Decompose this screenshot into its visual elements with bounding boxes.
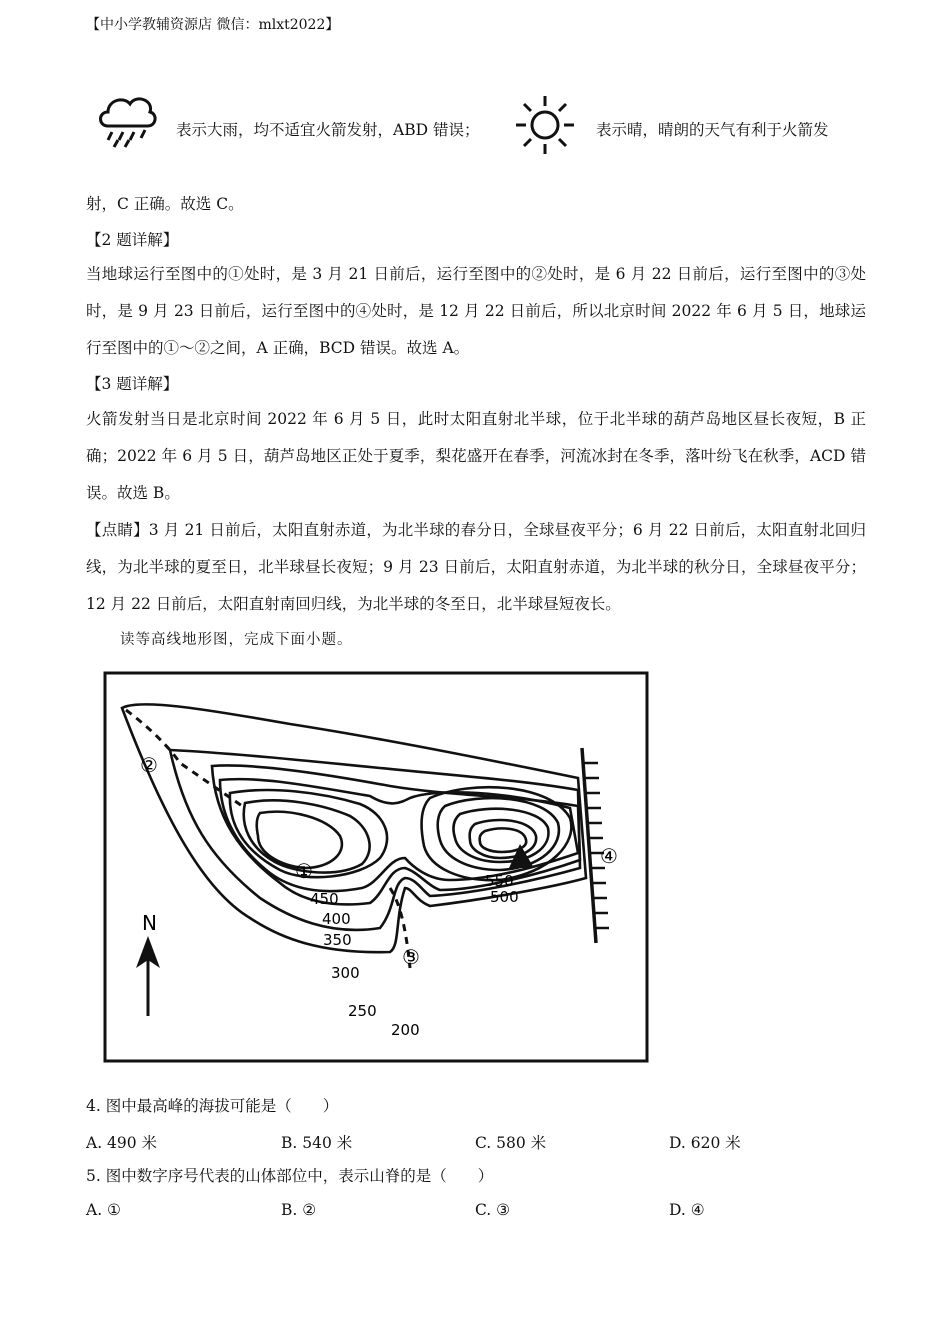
option-d: D. 620 米 xyxy=(669,1134,741,1152)
contour-label-300: 300 xyxy=(331,964,360,982)
question-5-options xyxy=(86,1201,866,1225)
option-b: B. ② xyxy=(281,1201,317,1219)
point-label-3: ③ xyxy=(402,945,420,969)
option-a: A. 490 米 xyxy=(86,1134,158,1152)
contour-label-200: 200 xyxy=(391,1021,420,1039)
contour-label-500: 500 xyxy=(490,888,519,906)
option-d: D. ④ xyxy=(669,1201,705,1219)
option-b: B. 540 米 xyxy=(281,1134,353,1152)
option-c: C. ③ xyxy=(475,1201,511,1219)
question-5-stem: 5. 图中数字序号代表的山体部位中，表示山脊的是（ ） xyxy=(86,1167,494,1185)
contour-map xyxy=(100,668,652,1066)
question-4-options xyxy=(86,1131,866,1155)
point-label-1: ① xyxy=(295,859,313,883)
weather-icon-line xyxy=(86,92,876,164)
contour-label-400: 400 xyxy=(322,910,351,928)
contour-label-450: 450 xyxy=(310,890,339,908)
paragraph-tip: 【点睛】3 月 21 日前后，太阳直射赤道，为北半球的春分日，全球昼夜平分；6 月 22 日前后，太阳直射北回归线，为北半球的夏至日，北半球昼长夜短；9 月 23 日前后，太阳直射赤道，为北半球的秋分日，全球昼夜平分；12 月 22 日前后，太阳直射南回归线，为北半球的冬至日，北半球昼短夜长。 xyxy=(86,521,866,613)
option-a: A. ① xyxy=(86,1201,121,1219)
contour-label-350: 350 xyxy=(323,931,352,949)
intro-text: 读等高线地形图，完成下面小题。 xyxy=(120,632,353,648)
contour-label-250: 250 xyxy=(348,1002,377,1020)
heading-q2: 【2 题详解】 xyxy=(86,231,179,249)
sun-icon xyxy=(514,94,576,160)
paragraph-q3: 火箭发射当日是北京时间 2022 年 6 月 5 日，此时太阳直射北半球，位于北半球的葫芦岛地区昼长夜短，B 正确；2022 年 6 月 5 日，葫芦岛地区正处于夏季，梨花盛开在春季，河流冰封在冬季，落叶纷飞在秋季，ACD 错误。故选 B。 xyxy=(86,410,866,502)
paragraph-q2: 当地球运行至图中的①处时，是 3 月 21 日前后，运行至图中的②处时，是 6 月 22 日前后，运行至图中的③处时，是 9 月 23 日前后，运行至图中的④处时，是 12 月 22 日前后，所以北京时间 2022 年 6 月 5 日，地球运行至图中的①～②之间，A 正确，BCD 错误。故选 A。 xyxy=(86,265,866,357)
question-4-stem: 4. 图中最高峰的海拔可能是（ ） xyxy=(86,1097,339,1115)
paragraph-q1-end: 射，C 正确。故选 C。 xyxy=(86,195,244,213)
contour-label-550: 550 xyxy=(485,872,514,890)
sun-text: 表示晴，晴朗的天气有利于火箭发 xyxy=(596,121,829,139)
option-c: C. 580 米 xyxy=(475,1134,547,1152)
point-label-4: ④ xyxy=(600,844,618,868)
north-label: N xyxy=(142,911,157,935)
rain-text: 表示大雨，均不适宜火箭发射，ABD 错误； xyxy=(176,121,480,139)
rain-cloud-icon xyxy=(96,92,158,152)
point-label-2: ② xyxy=(140,753,158,777)
heading-q3: 【3 题详解】 xyxy=(86,375,179,393)
page-header: 【中小学教辅资源店 微信：mlxt2022】 xyxy=(86,17,340,33)
